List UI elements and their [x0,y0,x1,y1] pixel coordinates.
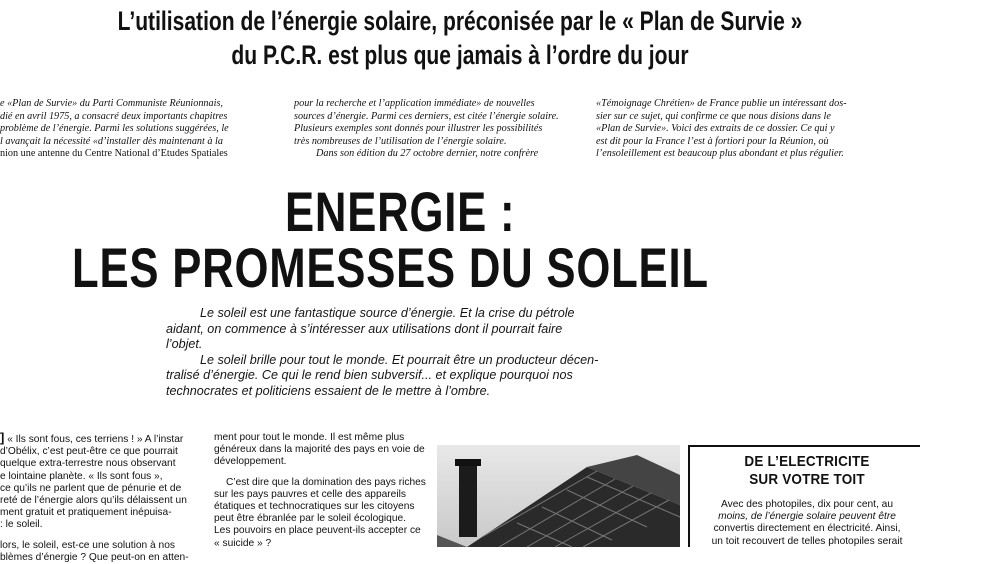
body-line: sur les pays pauvres et celle des appareils [214,488,406,500]
lead-paragraph [166,306,726,400]
body-line: ment gratuit et pratiquement inépuisa- [0,507,172,519]
intro-line: sier sur ce sujet, qui confirme ce que nous disions dans le [596,110,831,122]
intro-line: dié en avril 1975, a consacré deux importants chapitres [0,110,228,122]
body-line: ce qu’ils ne parlent que de pénurie et de [0,482,182,494]
headline [101,4,819,72]
intro-column-2 [294,98,582,161]
intro-line: est dit pour la France l’est à fortiori pour la Réunion, où [596,135,829,147]
body-paragraph [214,432,428,469]
headline-line-2: du P.C.R. est plus que jamais à l’ordre du jour [231,40,689,70]
body-line: ] « Ils sont fous, ces terriens ! » A l’instar [0,430,184,445]
sidebar-line: convertis directement en électricité. Ainsi, [713,523,901,535]
body-line: d’Obélix, c’est peut-être ce que pourrait [0,446,178,458]
intro-line: e «Plan de Survie» du Parti Communiste Réunionnais, [0,98,223,109]
intro-line: sources d’énergie. Parmi ces derniers, est citée l’énergie solaire. [294,110,559,122]
body-line: quelque extra-terrestre nous observant [0,458,176,470]
intro-line: Dans son édition du 27 octobre dernier, notre confrère [316,148,539,160]
paragraph-mark-icon: ] [0,430,5,445]
sidebar-title-line: SUR VOTRE TOIT [749,471,865,488]
article-title-line-1: ENERGIE : [285,180,516,243]
body-line: développement. [214,456,287,468]
intro-line: l’ensoleillement est beaucoup plus abondant et plus régulier. [596,148,844,160]
body-line: Les pouvoirs en place peuvent-ils accepter ce [214,525,421,537]
headline-line-1: L’utilisation de l’énergie solaire, préconisée par le « Plan de Survie » [117,6,803,36]
intro-line: très nombreuses de l’utilisation de l’énergie solaire. [294,135,507,147]
intro-line: problème de l’énergie. Parmi les solutions suggérées, le [0,123,229,135]
body-line: reté de l’énergie alors qu’ils délaissent un [0,495,187,507]
solar-roof-illustration [437,445,680,547]
body-column-2 [214,432,428,547]
lead-line: Le soleil brille pour tout le monde. Et pourrait être un producteur décen- [200,352,599,367]
lead-line: Le soleil est une fantastique source d’énergie. Et la crise du pétrole [200,306,575,320]
body-column-1 [0,430,206,563]
intro-column-3 [596,98,916,161]
lead-line: tralisé d’énergie. Ce qui le rend bien subversif... et explique pourquoi nos [166,368,573,383]
intro-line: l avançait la nécessité «d’installer dès maintenant à la [0,135,223,147]
sidebar-title-line: DE L’ELECTRICITE [744,453,870,470]
intro-column-1 [0,98,282,161]
sidebar-text [702,499,912,548]
intro-line: pour la recherche et l’application immédiate» de nouvelles [294,98,535,109]
lead-line: aidant, on commence à s’intéresser aux utilisations dont il pourrait faire [166,321,563,336]
body-line: lors, le soleil, est-ce une solution à nos [0,539,175,551]
intro-line: «Plan de Survie». Voici des extraits de ce dossier. Ce qui y [596,123,835,135]
body-line: étatiques et technocratiques sur les citoyens [214,501,415,513]
body-line: ment pour tout le monde. Il est même plus [214,432,405,443]
body-line: e lointaine planète. « Ils sont fous », [0,470,163,482]
sidebar-box [688,445,920,547]
intro-line: Plusieurs exemples sont donnés pour illustrer les possibilités [294,123,543,135]
intro-line: «Témoignage Chrétien» de France publie un intéressant dos- [596,98,847,109]
lead-line: l’objet. [166,337,203,352]
lead-line: technocrates et politiciens essaient de le mettre à l’ombre. [166,383,491,398]
article-title-line-2: LES PROMESSES DU SOLEIL [72,236,709,299]
body-line: C’est dire que la domination des pays riches [226,476,426,488]
body-line: peut être ébranlée par le soleil écologique. [214,513,406,525]
body-line: : le soleil. [0,519,43,531]
body-line: blèmes d’énergie ? Que peut-on en atten- [0,551,189,563]
sidebar-line: Avec des photopiles, dix pour cent, au [721,499,893,510]
body-paragraph [214,477,428,550]
body-line: généreux dans la majorité des pays en voie de [214,444,425,456]
body-paragraph [0,432,206,532]
sidebar-line: moins, de l’énergie solaire peuvent être [718,511,896,523]
solar-roof-photo [437,445,680,547]
body-line: « suicide » ? [214,537,272,549]
intro-line: nion une antenne du Centre National d’Etudes Spatiales [0,148,228,160]
sidebar-line: un toit recouvert de telles photopiles serait [711,535,903,547]
sidebar-title [713,453,902,489]
body-paragraph [0,540,206,564]
